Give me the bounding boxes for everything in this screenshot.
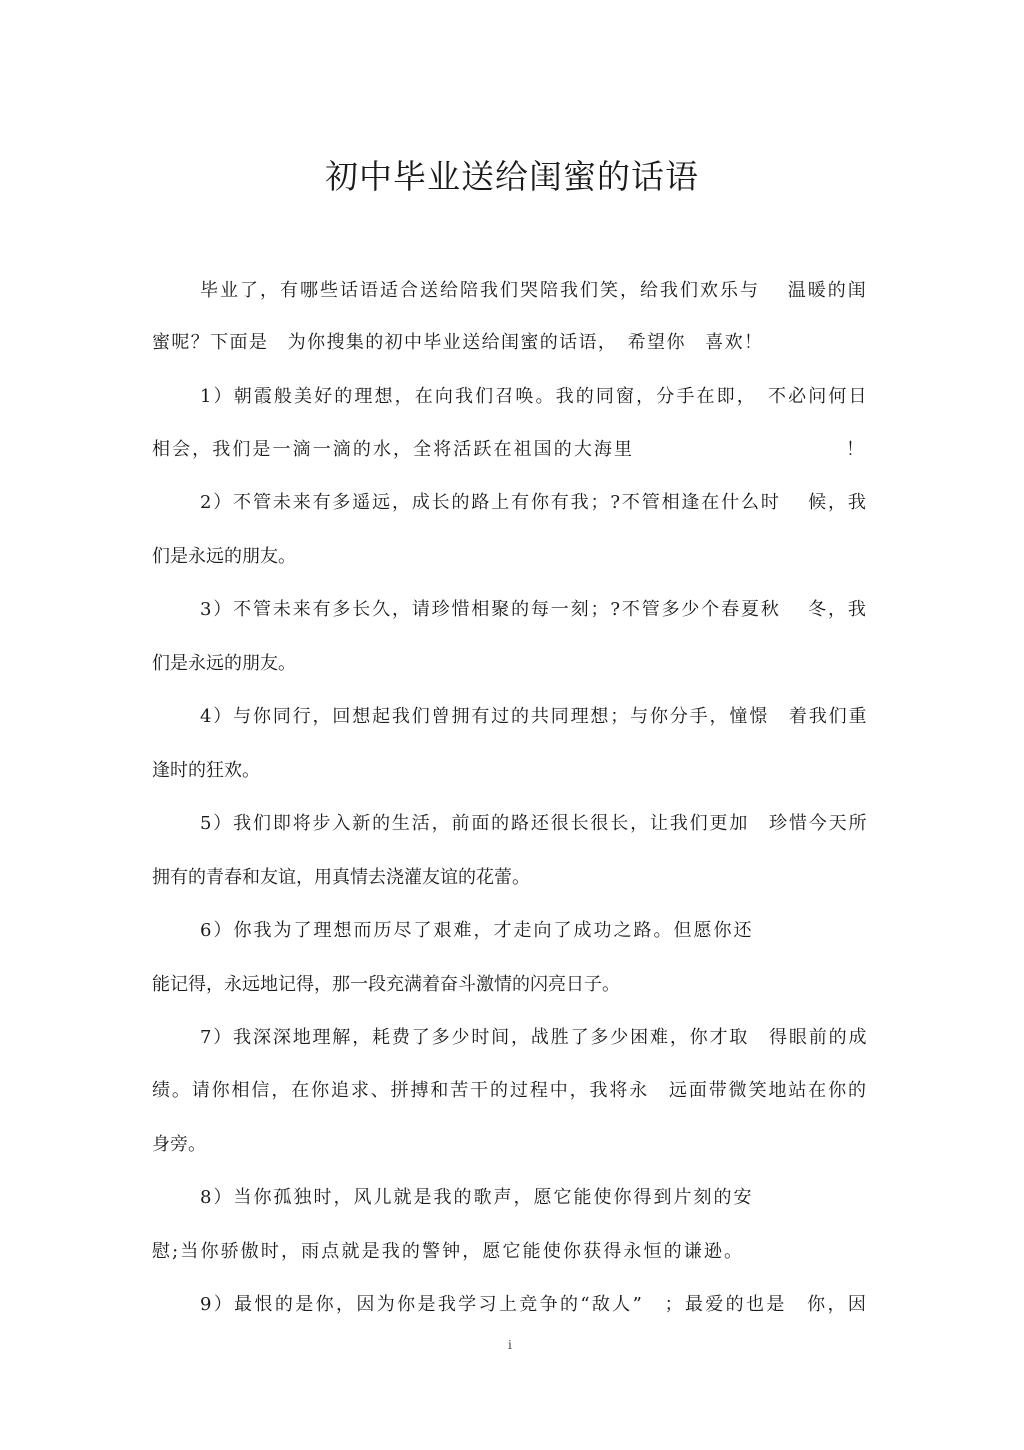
body-line: 们是永远的朋友。 — [152, 546, 296, 567]
body-line: ！ — [846, 439, 864, 460]
body-line: 4）与你同行，回想起我们曾拥有过的共同理想；与你分手，憧憬 着我们重 — [200, 706, 869, 727]
page-title: 初中毕业送给闺蜜的话语 — [325, 157, 699, 196]
page-number: i — [508, 1338, 512, 1352]
body-line: 9）最恨的是你，因为你是我学习上竞争的“敌人” ；最爱的也是 你，因 — [200, 1294, 869, 1315]
body-line: 相会，我们是一滴一滴的水，全将活跃在祖国的大海里 — [152, 439, 635, 460]
body-line: 毕业了，有哪些话语适合送给陪我们哭陪我们笑，给我们欢乐与 温暖的闺 — [200, 280, 868, 301]
body-line: 3）不管未来有多长久，请珍惜相聚的每一刻；?不管多少个春夏秋 冬，我 — [200, 599, 868, 620]
body-line: 逢时的狂欢。 — [152, 760, 260, 781]
body-line: 蜜呢？下面是 为你搜集的初中毕业送给闺蜜的话语， 希望你 喜欢！ — [152, 332, 764, 353]
body-line: 5）我们即将步入新的生活，前面的路还很长很长，让我们更加 珍惜今天所 — [200, 813, 869, 834]
body-line: 身旁。 — [152, 1134, 206, 1155]
body-line: 7）我深深地理解，耗费了多少时间，战胜了多少困难，你才取 得眼前的成 — [200, 1027, 869, 1048]
body-line: 绩。请你相信，在你追求、拼搏和苦干的过程中，我将永 远面带微笑地站在你的 — [152, 1080, 868, 1101]
body-line: 们是永远的朋友。 — [152, 653, 296, 674]
body-line: 1）朝霞般美好的理想，在向我们召唤。我的同窗，分手在即， 不必问何日 — [200, 386, 869, 407]
body-line: 慰;当你骄傲时，雨点就是我的警钟，愿它能使你获得永恒的谦逊。 — [152, 1241, 745, 1262]
body-line: 8）当你孤独时，风儿就是我的歌声，愿它能使你得到片刻的安 — [200, 1187, 754, 1208]
body-line: 6）你我为了理想而历尽了艰难，才走向了成功之路。但愿你还 — [200, 920, 754, 941]
body-line: 2）不管未来有多遥远，成长的路上有你有我；?不管相逢在什么时 候，我 — [200, 492, 868, 513]
body-line: 能记得，永远地记得，那一段充满着奋斗激情的闪亮日子。 — [152, 974, 620, 995]
body-line: 拥有的青春和友谊，用真情去浇灌友谊的花蕾。 — [152, 867, 530, 888]
